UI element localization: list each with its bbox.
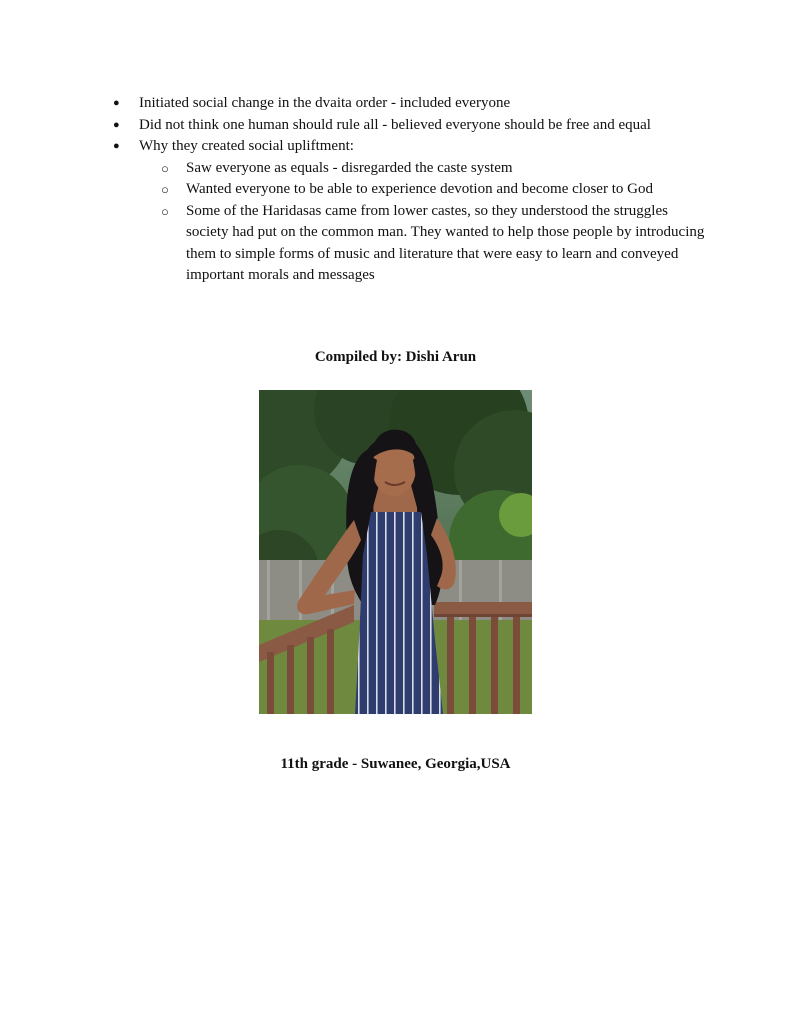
compiled-by-heading: Compiled by: Dishi Arun bbox=[314, 349, 477, 365]
sub-list-item-text: Some of the Haridasas came from lower castes, so they understood the struggles society had put on the common man. They wanted to help those people by introducing them to simple forms of music and literature that were easy to learn and conveyed important morals and messages bbox=[186, 202, 705, 283]
portrait-photo bbox=[259, 390, 532, 714]
list-item bbox=[113, 115, 733, 137]
sub-list-item-text: Saw everyone as equals - disregarded the caste system bbox=[186, 159, 513, 176]
bullet-circle-icon: ○ bbox=[161, 182, 169, 197]
list-item-text: Initiated social change in the dvaita order - included everyone bbox=[139, 95, 511, 111]
bullet-dot-icon: ● bbox=[113, 140, 120, 152]
sub-bullet-list bbox=[161, 158, 733, 287]
bullet-dot-icon: ● bbox=[113, 118, 120, 131]
list-item bbox=[113, 93, 733, 115]
list-item bbox=[113, 136, 733, 287]
bullet-list bbox=[113, 93, 733, 287]
portrait-photo-illustration bbox=[259, 390, 532, 714]
list-item-text: Why they created social upliftment: bbox=[139, 138, 354, 154]
sub-list-item bbox=[161, 158, 706, 180]
list-item-text: Did not think one human should rule all - believed everyone should be free and equal bbox=[139, 116, 651, 133]
sub-list-item bbox=[161, 179, 706, 201]
bullet-circle-icon: ○ bbox=[161, 160, 169, 176]
bullet-circle-icon: ○ bbox=[161, 203, 169, 219]
bullet-dot-icon: ● bbox=[113, 97, 120, 109]
caption-text: 11th grade - Suwanee, Georgia,USA bbox=[280, 756, 511, 772]
sub-list-item bbox=[161, 201, 706, 287]
sub-list-item-text: Wanted everyone to be able to experience devotion and become closer to God bbox=[186, 181, 653, 197]
